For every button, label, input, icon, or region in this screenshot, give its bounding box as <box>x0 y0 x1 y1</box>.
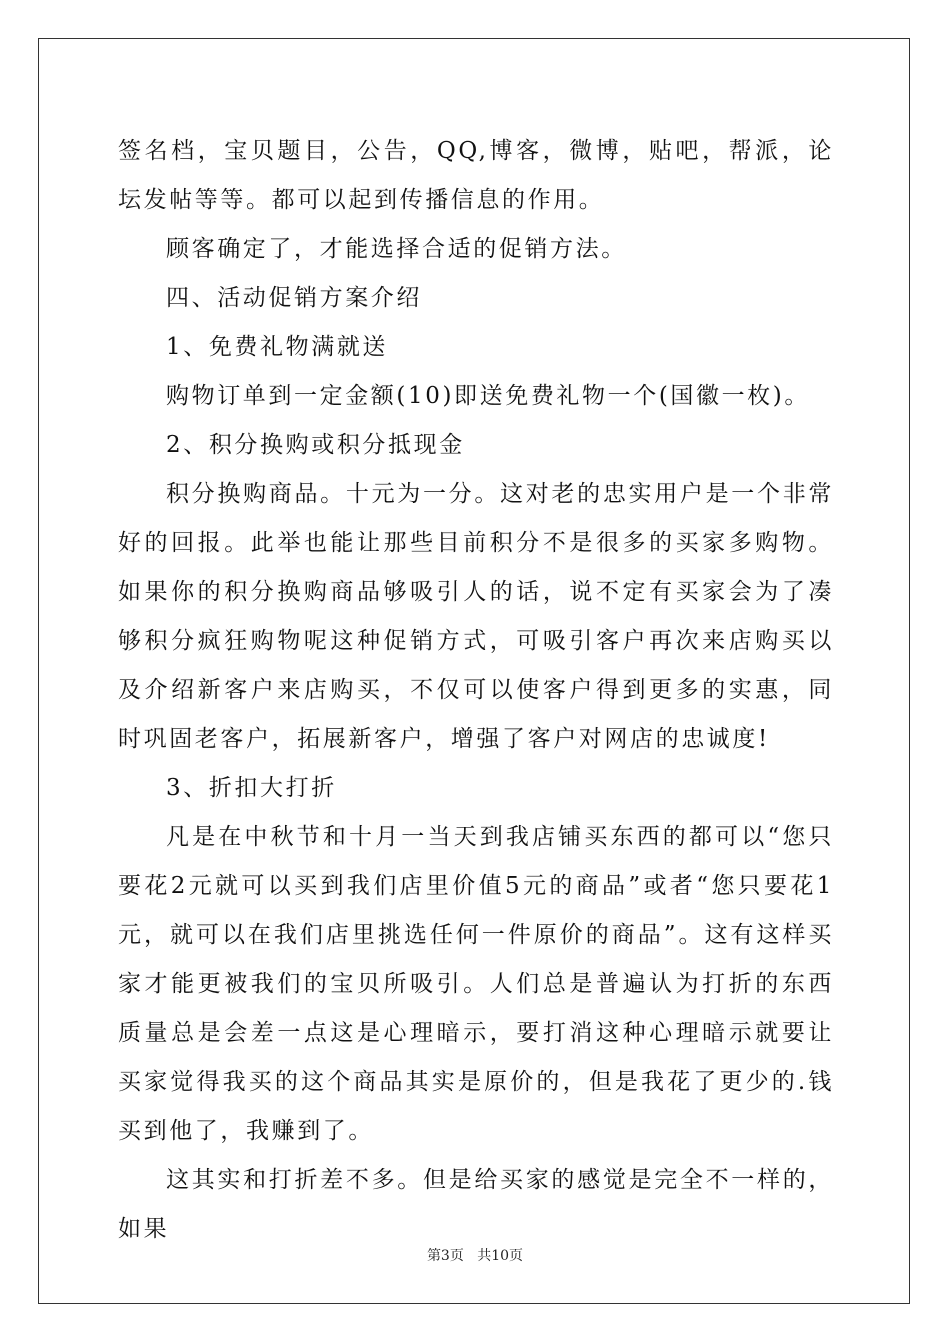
paragraph-5: 凡是在中秋节和十月一当天到我店铺买东西的都可以“您只要花2元就可以买到我们店里价值5元的商品”或者“您只要花1元，就可以在我们店里挑选任何一件原价的商品”。这有这样买家才能更被我们的宝贝所吸引。人们总是普遍认为打折的东西质量总是会差一点这是心理暗示，要打消这种心理暗示就要让买家觉得我买的这个商品其实是原价的，但是我花了更少的.钱买到他了，我赚到了。 <box>118 824 834 1144</box>
page-total: 共10页 <box>477 1248 524 1264</box>
document-body <box>118 127 834 1254</box>
paragraph-6: 这其实和打折差不多。但是给买家的感觉是完全不一样的，如果 <box>118 1167 834 1242</box>
page-footer <box>0 1245 950 1265</box>
paragraph-3: 购物订单到一定金额(10)即送免费礼物一个(国徽一枚)。 <box>166 383 810 409</box>
section-heading-4: 四、活动促销方案介绍 <box>166 285 422 311</box>
subheading-1: 1、免费礼物满就送 <box>166 334 389 360</box>
paragraph-2: 顾客确定了，才能选择合适的促销方法。 <box>166 236 627 262</box>
subheading-3: 3、折扣大打折 <box>166 775 337 801</box>
paragraph-1: 签名档，宝贝题目，公告，QQ,博客，微博，贴吧，帮派，论坛发帖等等。都可以起到传播信息的作用。 <box>118 138 834 213</box>
subheading-2: 2、积分换购或积分抵现金 <box>166 432 465 458</box>
paragraph-4: 积分换购商品。十元为一分。这对老的忠实用户是一个非常好的回报。此举也能让那些目前积分不是很多的买家多购物。如果你的积分换购商品够吸引人的话，说不定有买家会为了凑够积分疯狂购物呢这种促销方式，可吸引客户再次来店购买以及介绍新客户来店购买，不仅可以使客户得到更多的实惠，同时巩固老客户，拓展新客户，增强了客户对网店的忠诚度! <box>118 481 834 752</box>
page-number: 第3页 <box>426 1248 464 1264</box>
